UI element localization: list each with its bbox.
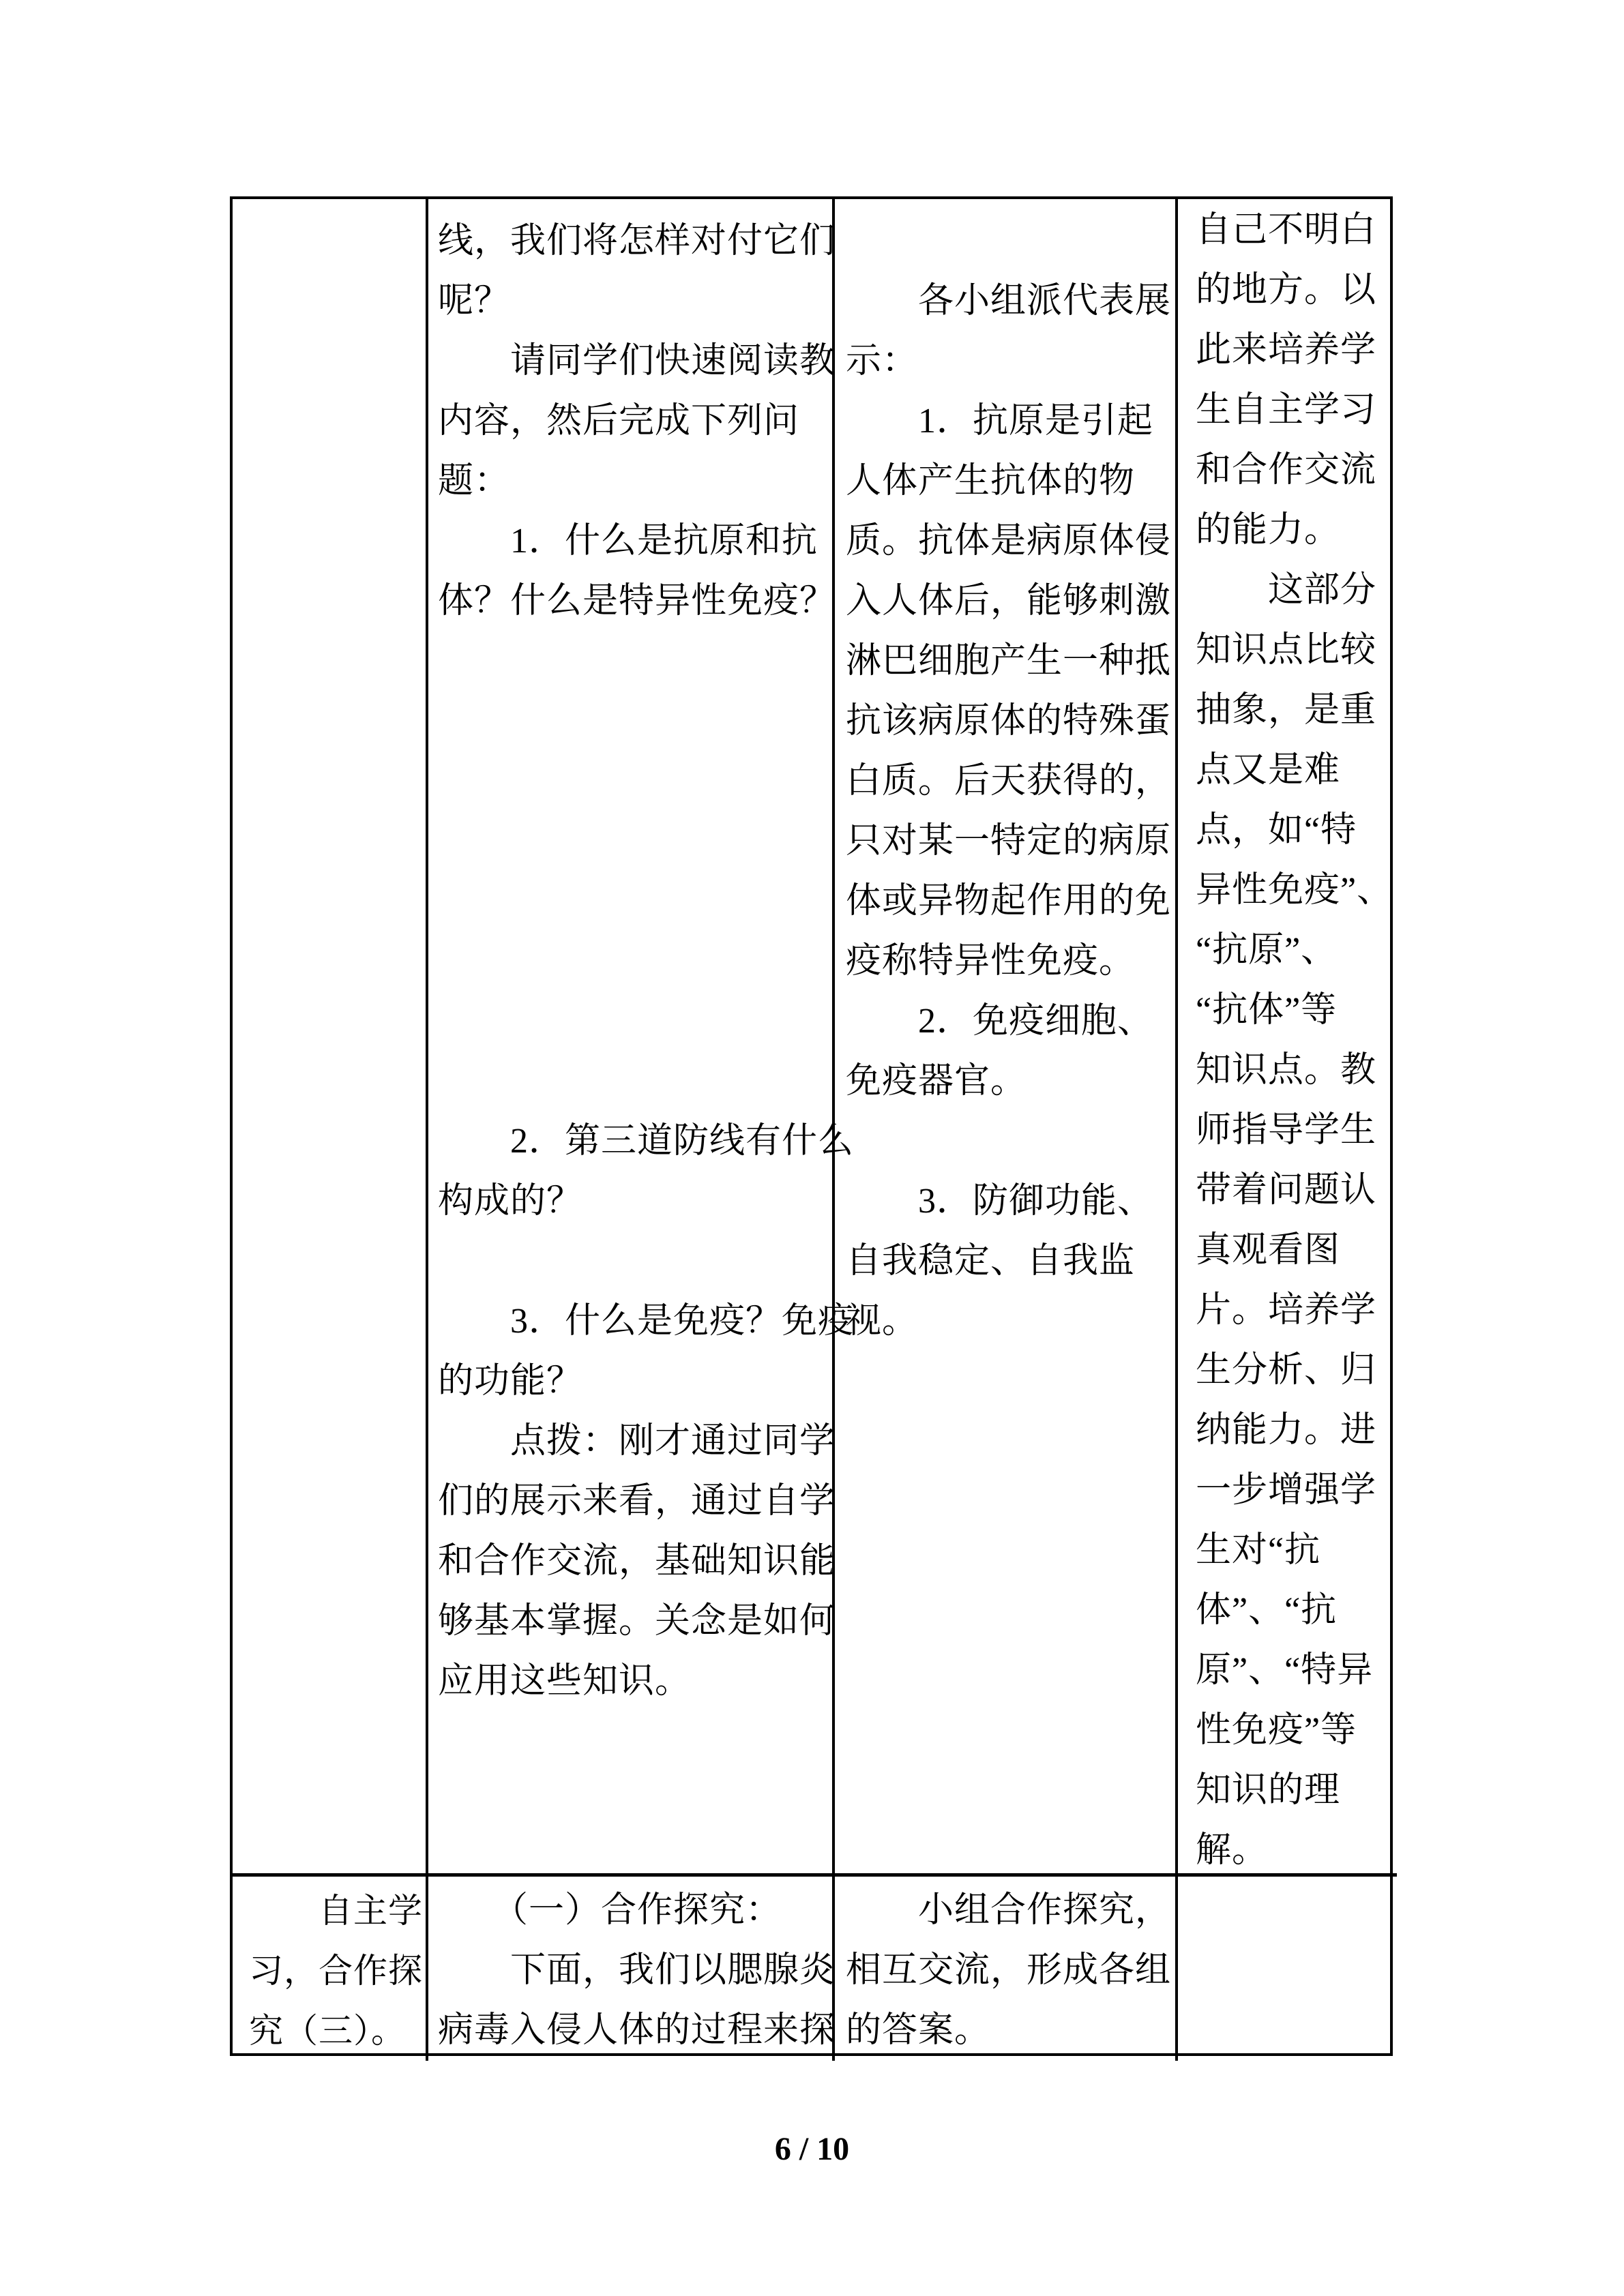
text-line: 体”、“抗 (1196, 1591, 1338, 1630)
text-line: 究（三）。 (249, 2012, 406, 2050)
text-line (846, 211, 1170, 271)
text-line: 知识点比较 (1196, 631, 1377, 670)
text-line: 体？什么是特异性免疫？ (438, 582, 836, 621)
text-line: 纳能力。进 (1196, 1411, 1377, 1450)
table-cell-row2-teacher-activity (428, 1877, 835, 2061)
text-line: 人体产生抗体的物 (846, 462, 1136, 501)
text-line: 1．抗原是引起 (846, 402, 1154, 441)
text-line: 抽象，是重 (1196, 691, 1377, 730)
text-line (438, 1052, 825, 1112)
lesson-plan-table (230, 196, 1393, 2056)
text-line: 片。培养学 (1196, 1291, 1377, 1330)
page-number: 6 / 10 (774, 2131, 850, 2167)
text-line: 自我稳定、自我监 (846, 1242, 1136, 1281)
text-line: 的功能？ (438, 1362, 583, 1401)
text-line: 的答案。 (846, 2011, 991, 2050)
text-line: 示： (846, 342, 919, 381)
text-line: 生自主学习 (1196, 391, 1377, 430)
text-line: 点拨：刚才通过同学 (438, 1422, 836, 1461)
text-line: 解。 (1196, 1831, 1269, 1870)
text-line: 请同学们快速阅读教 (438, 342, 836, 381)
text-line: 的地方。以 (1196, 271, 1377, 310)
text-line: 应用这些知识。 (438, 1662, 692, 1701)
text-line: 质。抗体是病原体侵 (846, 522, 1172, 561)
text-line: 够基本掌握。关念是如何 (438, 1602, 836, 1641)
text-line: 构成的？ (438, 1182, 583, 1221)
text-line (438, 751, 825, 811)
text-line (438, 631, 825, 691)
text-line (438, 811, 825, 871)
text-line: 疫称特异性免疫。 (846, 942, 1136, 981)
text-line: 体或异物起作用的免 (846, 882, 1172, 921)
text-line (438, 1232, 825, 1292)
text-line: （一）合作探究： (438, 1891, 782, 1930)
text-line: 的能力。 (1196, 511, 1341, 550)
text-line: 入人体后，能够刺激 (846, 582, 1172, 621)
text-line: 呢？ (438, 282, 511, 320)
text-line: 师指导学生 (1196, 1111, 1377, 1150)
text-line: 淋巴细胞产生一种抵 (846, 642, 1172, 681)
text-line: 性免疫”等 (1196, 1711, 1357, 1750)
text-line (846, 1112, 1170, 1172)
table-cell-row1-design-intent (1178, 199, 1397, 1877)
text-line: 病毒入侵人体的过程来探 (438, 2011, 836, 2050)
text-line: 免疫器官。 (846, 1062, 1027, 1101)
text-line: 知识的理 (1196, 1771, 1341, 1810)
text-line: 白质。后天获得的， (846, 762, 1172, 801)
text-line (438, 691, 825, 751)
table-cell-row1-teacher-activity (428, 199, 855, 1877)
text-line: 一步增强学 (1196, 1471, 1377, 1510)
text-line: 和合作交流 (1196, 451, 1377, 490)
text-line: 只对某一特定的病原 (846, 822, 1172, 861)
text-line: 带着问题认 (1196, 1171, 1377, 1210)
text-line: 2．第三道防线有什么 (438, 1122, 855, 1161)
text-line: 生对“抗 (1196, 1531, 1321, 1570)
table-cell-row2-stage (233, 1877, 428, 2061)
text-line: “抗原”、 (1196, 931, 1338, 970)
text-line: 生分析、归 (1196, 1351, 1377, 1390)
text-line: 点又是难 (1196, 751, 1341, 790)
table-cell-row1-stage (233, 199, 428, 1877)
text-line: 真观看图 (1196, 1231, 1341, 1270)
text-line: 这部分 (1196, 571, 1377, 610)
text-line: 内容，然后完成下列问 (438, 402, 800, 441)
text-line: 原”、“特异 (1196, 1651, 1374, 1690)
text-line: 3．什么是免疫？免疫 (438, 1302, 855, 1341)
table-cell-row1-student-activity (835, 199, 1178, 1877)
text-line: 点，如“特 (1196, 811, 1357, 850)
text-line: 线，我们将怎样对付它们 (438, 222, 836, 260)
text-line: 视。 (846, 1302, 919, 1341)
table-cell-row2-student-activity (835, 1877, 1178, 2061)
text-line: 此来培养学 (1196, 331, 1377, 370)
table-cell-row2-design-intent (1178, 1877, 1397, 2061)
text-line: 自己不明白 (1196, 211, 1377, 250)
text-line: 知识点。教 (1196, 1051, 1377, 1090)
text-line: 习，合作探 (249, 1952, 423, 1990)
text-line: 下面，我们以腮腺炎 (438, 1951, 836, 1990)
text-line (438, 871, 825, 931)
text-line (438, 992, 825, 1052)
text-line: 2．免疫细胞、 (846, 1002, 1154, 1041)
text-line: 和合作交流，基础知识能 (438, 1542, 836, 1581)
text-line: 自主学 (249, 1892, 423, 1930)
text-line: “抗体”等 (1196, 991, 1338, 1030)
text-line: 1．什么是抗原和抗 (438, 522, 818, 561)
text-line: 抗该病原体的特殊蛋 (846, 702, 1172, 741)
text-line: 题： (438, 462, 511, 501)
text-line (438, 931, 825, 992)
text-line: 们的展示来看，通过自学 (438, 1482, 836, 1521)
text-line: 各小组派代表展 (846, 282, 1172, 320)
text-line: 3．防御功能、 (846, 1182, 1154, 1221)
text-line: 小组合作探究， (846, 1891, 1172, 1930)
text-line: 异性免疫”、 (1196, 871, 1393, 910)
text-line: 相互交流，形成各组 (846, 1951, 1172, 1990)
